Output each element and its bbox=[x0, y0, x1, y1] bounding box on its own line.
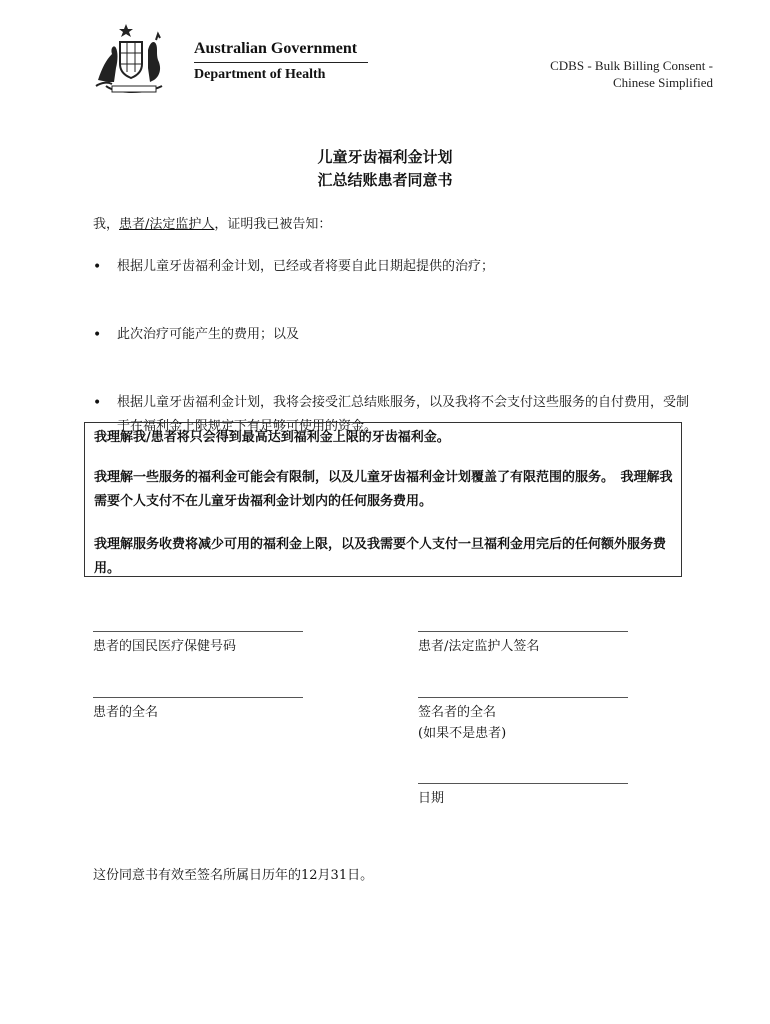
signature-label: 患者/法定监护人签名 bbox=[418, 639, 540, 654]
title-line-2: 汇总结账患者同意书 bbox=[317, 171, 453, 189]
patient-name-line[interactable] bbox=[93, 697, 303, 698]
logo-divider bbox=[194, 62, 368, 63]
understanding-box bbox=[84, 422, 682, 577]
list-item: • 根据儿童牙齿福利金计划，我将会接受汇总结账服务，以及我将不会支付这些服务的自付费用，受制于在福利金上限规定下有足够可使用的资金。 bbox=[93, 391, 693, 439]
document-code-line-1: CDBS - Bulk Billing Consent - bbox=[550, 58, 713, 73]
patient-name-label: 患者的全名 bbox=[93, 705, 159, 720]
government-name: Australian Government bbox=[194, 40, 358, 57]
coat-of-arms-icon bbox=[92, 20, 188, 100]
intro-prefix: 我， bbox=[93, 217, 120, 232]
list-item: • 根据儿童牙齿福利金计划，已经或者将要自此日期起提供的治疗； bbox=[93, 255, 693, 279]
date-label: 日期 bbox=[418, 791, 445, 806]
government-logo bbox=[92, 20, 382, 100]
date-line[interactable] bbox=[418, 783, 628, 784]
title-line-1: 儿童牙齿福利金计划 bbox=[317, 148, 453, 166]
document-code-line-2: Chinese Simplified bbox=[612, 75, 713, 90]
medicare-number-line[interactable] bbox=[93, 631, 303, 632]
department-name: Department of Health bbox=[194, 67, 326, 82]
acknowledgement-list bbox=[93, 255, 693, 434]
understanding-paragraph: 我理解服务收费将减少可用的福利金上限，以及我需要个人支付一旦福利金用完后的任何额外服务费用。 bbox=[94, 537, 667, 576]
understanding-paragraph: 我理解我/患者将只会得到最高达到福利金上限的牙齿福利金。 bbox=[94, 430, 450, 445]
signer-name-label: 签名者的全名 bbox=[418, 705, 497, 720]
signer-name-line[interactable] bbox=[418, 697, 628, 698]
list-item: • 此次治疗可能产生的费用；以及 bbox=[93, 323, 693, 347]
document-code bbox=[493, 57, 713, 91]
signature-line[interactable] bbox=[418, 631, 628, 632]
understanding-paragraph: 我理解一些服务的福利金可能会有限制，以及儿童牙齿福利金计划覆盖了有限范围的服务。 我理解我需要个人支付不在儿童牙齿福利金计划内的任何服务费用。 bbox=[94, 470, 673, 509]
medicare-number-label: 患者的国民医疗保健号码 bbox=[93, 639, 237, 654]
signer-name-note: (如果不是患者) bbox=[418, 726, 507, 741]
form-title bbox=[0, 146, 770, 192]
intro-suffix: ，证明我已被告知： bbox=[214, 217, 332, 232]
intro-statement bbox=[93, 213, 331, 232]
validity-note: 这份同意书有效至签名所属日历年的12月31日。 bbox=[93, 868, 374, 883]
intro-role: 患者/法定监护人 bbox=[119, 217, 215, 232]
